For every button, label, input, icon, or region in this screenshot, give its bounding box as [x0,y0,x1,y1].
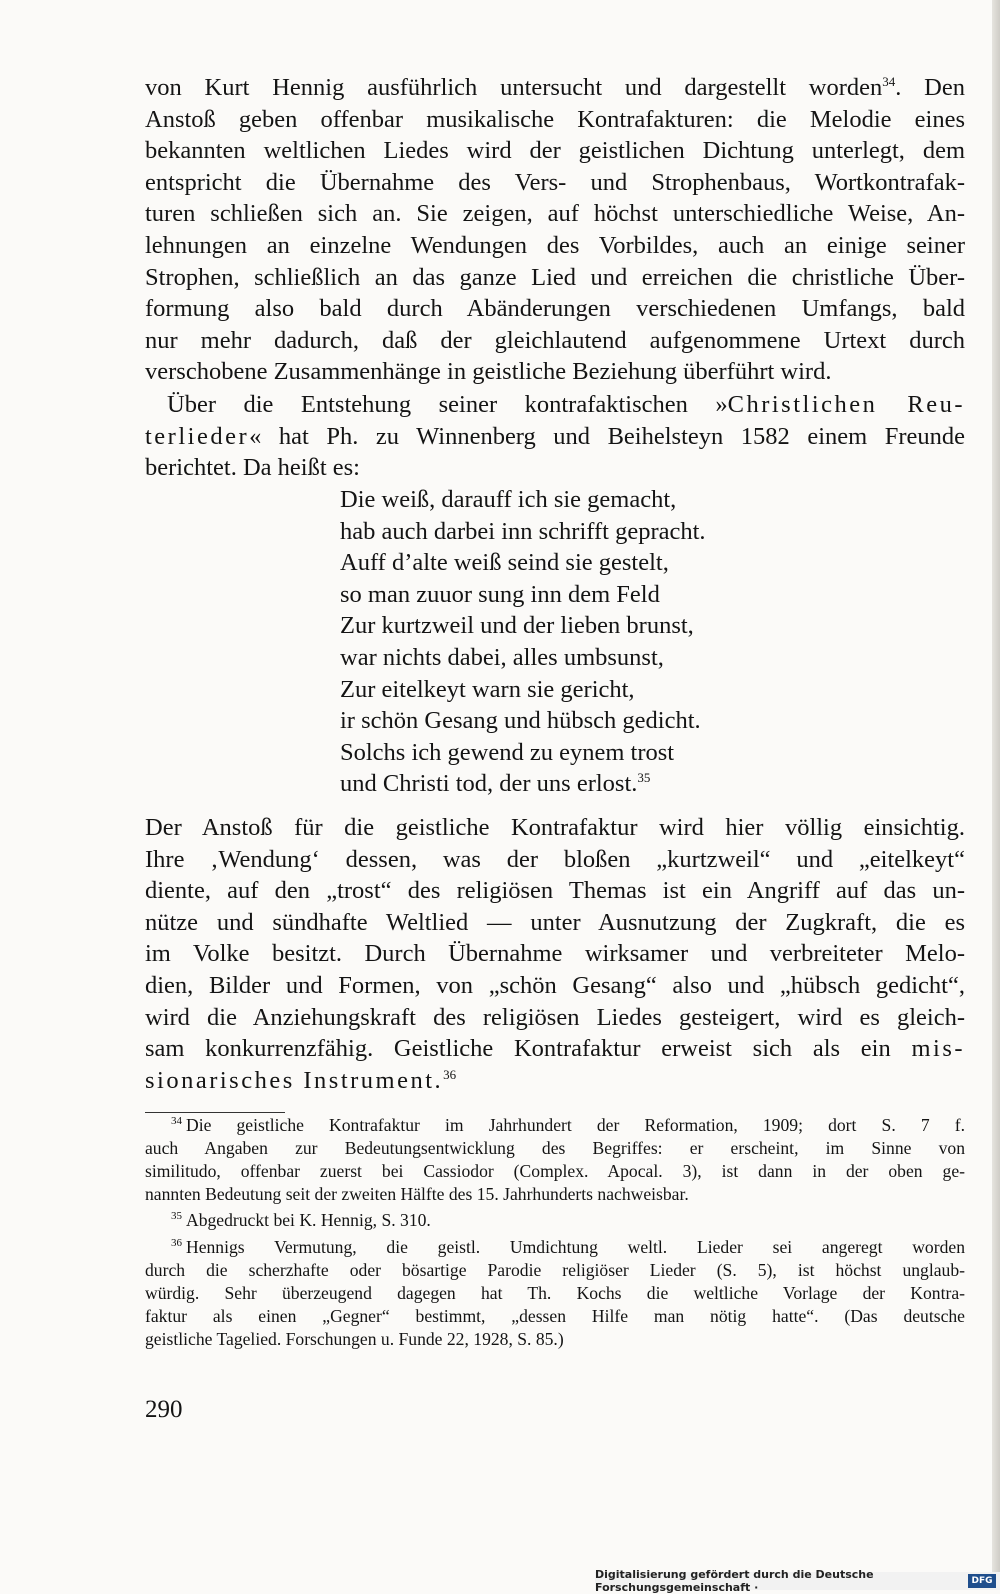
footnote-line: auch Angaben zur Bedeutungsentwicklung des Begriffes: er erscheint, im Sinne von [145,1138,965,1158]
footnote-line: similitudo, offenbar zuerst bei Cassiodor (Complex. Apocal. 3), ist dann in der oben ge- [145,1161,965,1181]
text-line: terlieder« hat Ph. zu Winnenberg und Beihelsteyn 1582 einem Freunde [145,422,965,450]
footnote-34 [145,1114,965,1206]
verse-line: hab auch darbei inn schrifft gepracht. [340,517,706,545]
footnote-36 [145,1236,965,1351]
text-line: Anstoß geben offenbar musikalische Kontrafakturen: die Melodie eines [145,105,965,133]
page-edge-shadow [992,0,1000,1590]
footnote-ref-35[interactable]: 35 [637,770,651,786]
text-line: entspricht die Übernahme des Vers- und Strophenbaus, Wortkontrafak- [145,168,965,196]
text-line: formung also bald durch Abänderungen verschiedenen Umfangs, bald [145,295,965,323]
text-line: Ihre ‚Wendung‘ dessen, was der bloßen „kurtzweil“ und „eitelkeyt“ [145,845,965,873]
text-line: verschobene Zusammenhänge in geistliche Beziehung überführt wird. [145,358,832,386]
text-line: bekannten weltlichen Liedes wird der geistlichen Dichtung unterlegt, dem [145,137,965,165]
text-line: diente, auf den „trost“ des religiösen Themas ist ein Angriff auf das un- [145,877,965,905]
text-line: nütze und sündhafte Weltlied — unter Ausnutzung der Zugkraft, die es [145,908,965,936]
text-line: im Volke besitzt. Durch Übernahme wirksamer und verbreiteter Melo- [145,940,965,968]
verse-line: so man zuuor sung inn dem Feld [340,580,660,608]
footnote-line: faktur als einen „Gegner“ bestimmt, „dessen Hilfe man nötig hatte“. (Das deutsche [145,1306,965,1326]
verse-line: Solchs ich gewend zu eynem trost [340,738,675,766]
text-line: Der Anstoß für die geistliche Kontrafaktur wird hier völlig einsichtig. [145,814,965,841]
verse-line: Zur eitelkeyt warn sie gericht, [340,675,635,703]
text-line: nur mehr dadurch, daß der gleichlautend aufgenommene Urtext durch [145,326,965,354]
verse-line: Auff d’alte weiß seind sie gestelt, [340,549,669,577]
verse-line: und Christi tod, der uns erlost.$^{35}$ [340,770,651,798]
footnote-line: durch die scherzhafte oder bösartige Parodie religiöser Lieder (S. 5), ist höchst unglaub- [145,1260,965,1280]
page-number: 290 [145,1396,183,1423]
paragraph-hennig [145,72,965,388]
footnote-line: würdig. Sehr überzeugend dagegen hat Th. Kochs die weltliche Vorlage der Kontra- [145,1283,965,1303]
text-line: Über die Entstehung seiner kontrafaktischen »Christlichen Reu- [167,391,965,418]
footnote-line: $^{36}$ Hennigs Vermutung, die geistl. Umdichtung weltl. Lieder sei angeregt worden [171,1237,965,1257]
dfg-logo-icon: DFG [968,1574,996,1588]
verse-quotation [340,484,900,800]
footnote-divider [145,1112,285,1113]
verse-line: ir schön Gesang und hübsch gedicht. [340,707,701,735]
text-line: Strophen, schließlich an das ganze Lied und erreichen die christliche Über- [145,263,965,291]
verse-line: Die weiß, darauff ich sie gemacht, [340,486,677,513]
text-line: wird die Anziehungskraft des religiösen Liedes gesteigert, wird es gleich- [145,1003,965,1031]
footnote-line: $^{34}$ Die geistliche Kontrafaktur im Jahrhundert der Reformation, 1909; dort S. 7 f. [171,1115,965,1135]
footer-text: Digitalisierung gefördert durch die Deutsche Forschungsgemeinschaft · [595,1568,874,1594]
paragraph-kontrafaktur [145,812,965,1096]
text-line: lehnungen an einzelne Wendungen des Vorbildes, auch an einige seiner [145,231,965,259]
text-line: sam konkurrenzfähig. Geistliche Kontrafaktur erweist sich als ein mis- [145,1035,966,1063]
footnote-line: geistliche Tagelied. Forschungen u. Funde 22, 1928, S. 85.) [145,1329,564,1349]
verse-line: Zur kurtzweil und der lieben brunst, [340,612,694,640]
text-line: sionarisches Instrument.$^{36}$ [145,1066,457,1094]
paragraph-intro [145,389,965,484]
footnote-line: $^{35}$ Abgedruckt bei K. Hennig, S. 310. [171,1210,431,1230]
text-line: von Kurt Hennig ausführlich untersucht und dargestellt worden$^{34}$. Den [145,73,965,101]
footnote-line: nannten Bedeutung seit der zweiten Hälfte des 15. Jahrhunderts nachweisbar. [145,1184,689,1204]
text-line: turen schließen sich an. Sie zeigen, auf höchst unterschiedliche Weise, An- [145,200,965,228]
verse-line: war nichts dabei, alles umbsunst, [340,643,664,671]
footnote-ref-36[interactable]: 36 [443,1066,457,1082]
digitization-footer [595,1568,1000,1594]
text-line: berichtet. Da heißt es: [145,454,360,482]
footnote-35 [145,1209,965,1232]
text-line: dien, Bilder und Formen, von „schön Gesang“ also und „hübsch gedicht“, [145,971,965,999]
footnote-ref-34[interactable]: 34 [882,73,896,89]
